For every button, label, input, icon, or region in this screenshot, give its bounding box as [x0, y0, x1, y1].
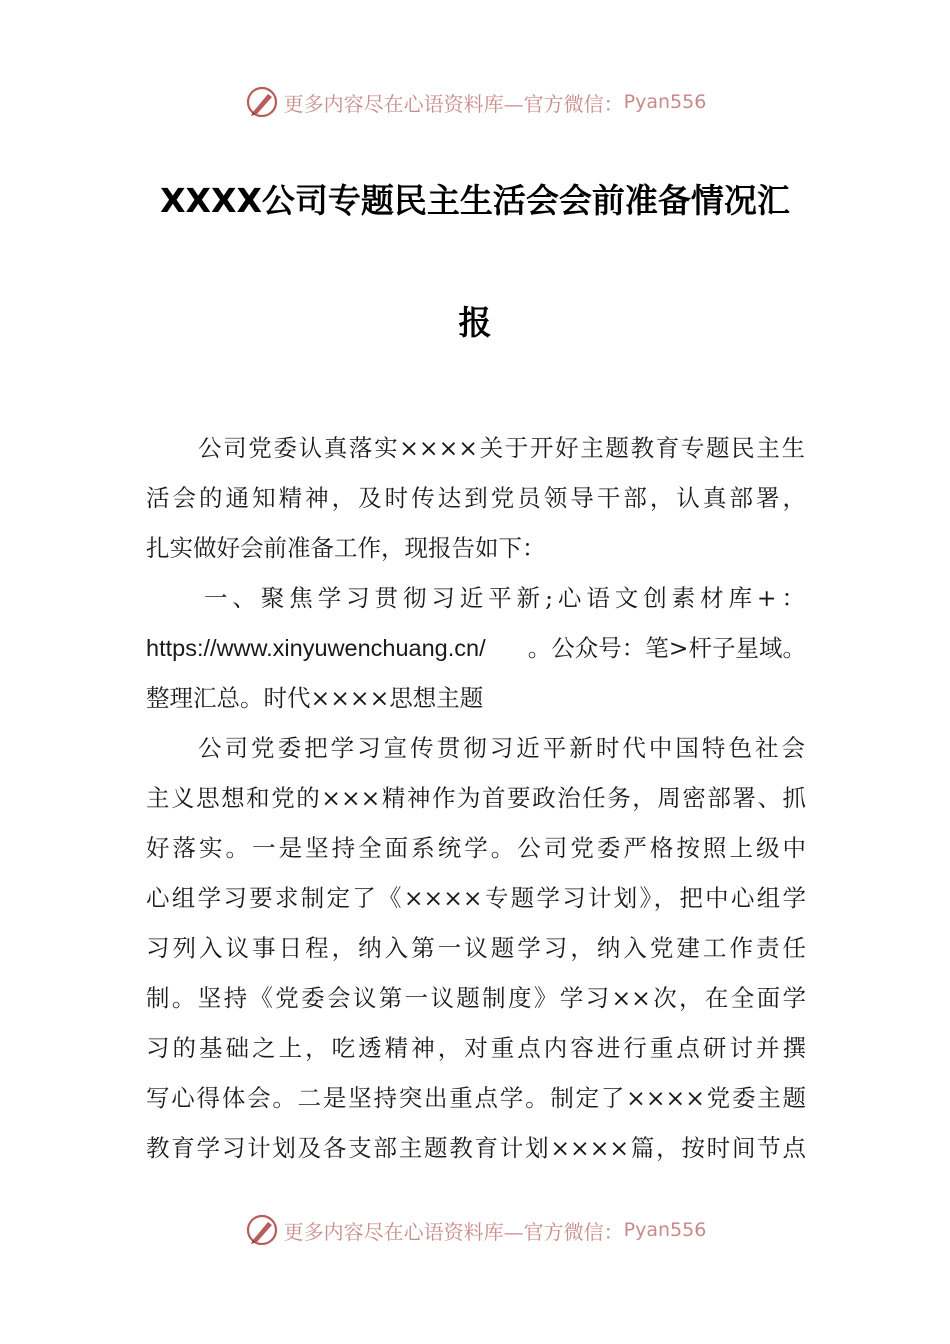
document-title-line-2: 报: [458, 303, 492, 342]
document-title-line-1: XXXX公司专题民主生活会会前准备情况汇: [160, 181, 790, 220]
body-line-3: 扎实做好会前准备工作，现报告如下：: [146, 534, 546, 562]
body-line-10: 心组学习要求制定了《××××专题学习计划》，把中心组学: [146, 884, 806, 912]
body-line-15: 教育学习计划及各支部主题教育计划××××篇，按时间节点: [146, 1134, 806, 1162]
body-line-1: 公司党委认真落实××××关于开好主题教育专题民主生: [198, 434, 805, 462]
banner-text: 更多内容尽在心语资料库—官方微信：: [283, 91, 624, 116]
section-heading-1: 一、聚焦学习贯彻习近平新;心语文创素材库+：: [204, 584, 805, 612]
body-line-7: 公司党委把学习宣传贯彻习近平新时代中国特色社会: [198, 734, 805, 762]
banner-wechat-id: Pyan556: [623, 91, 707, 113]
body-line-13: 习的基础之上，吃透精神，对重点内容进行重点研讨并撰: [146, 1034, 806, 1062]
website-url-text: https://www.xinyuwenchuang.cn/: [146, 635, 486, 661]
body-line-5: [146, 632, 806, 664]
pen-in-circle-icon: [244, 1212, 280, 1248]
body-line-12: 制。坚持《党委会议第一议题制度》学习××次，在全面学: [146, 984, 806, 1012]
banner-wechat-id: Pyan556: [623, 1219, 707, 1241]
body-line-11: 习列入议事日程，纳入第一议题学习，纳入党建工作责任: [146, 934, 806, 962]
banner-text: 更多内容尽在心语资料库—官方微信：: [283, 1219, 624, 1244]
body-line-14: 写心得体会。二是坚持突出重点学。制定了××××党委主题: [146, 1084, 806, 1112]
pen-in-circle-icon: [244, 84, 280, 120]
footer-watermark-banner: [0, 1210, 950, 1250]
body-line-6: 整理汇总。时代××××思想主题: [146, 684, 484, 712]
body-line-2: 活会的通知精神，及时传达到党员领导干部，认真部署，: [146, 484, 806, 512]
header-watermark-banner: [0, 82, 950, 122]
body-line-8: 主义思想和党的×××精神作为首要政治任务，周密部署、抓: [146, 784, 806, 812]
body-line-9: 好落实。一是坚持全面系统学。公司党委严格按照上级中: [146, 834, 806, 862]
wechat-account-text: 。公众号：笔>杆子星域。: [527, 634, 806, 662]
